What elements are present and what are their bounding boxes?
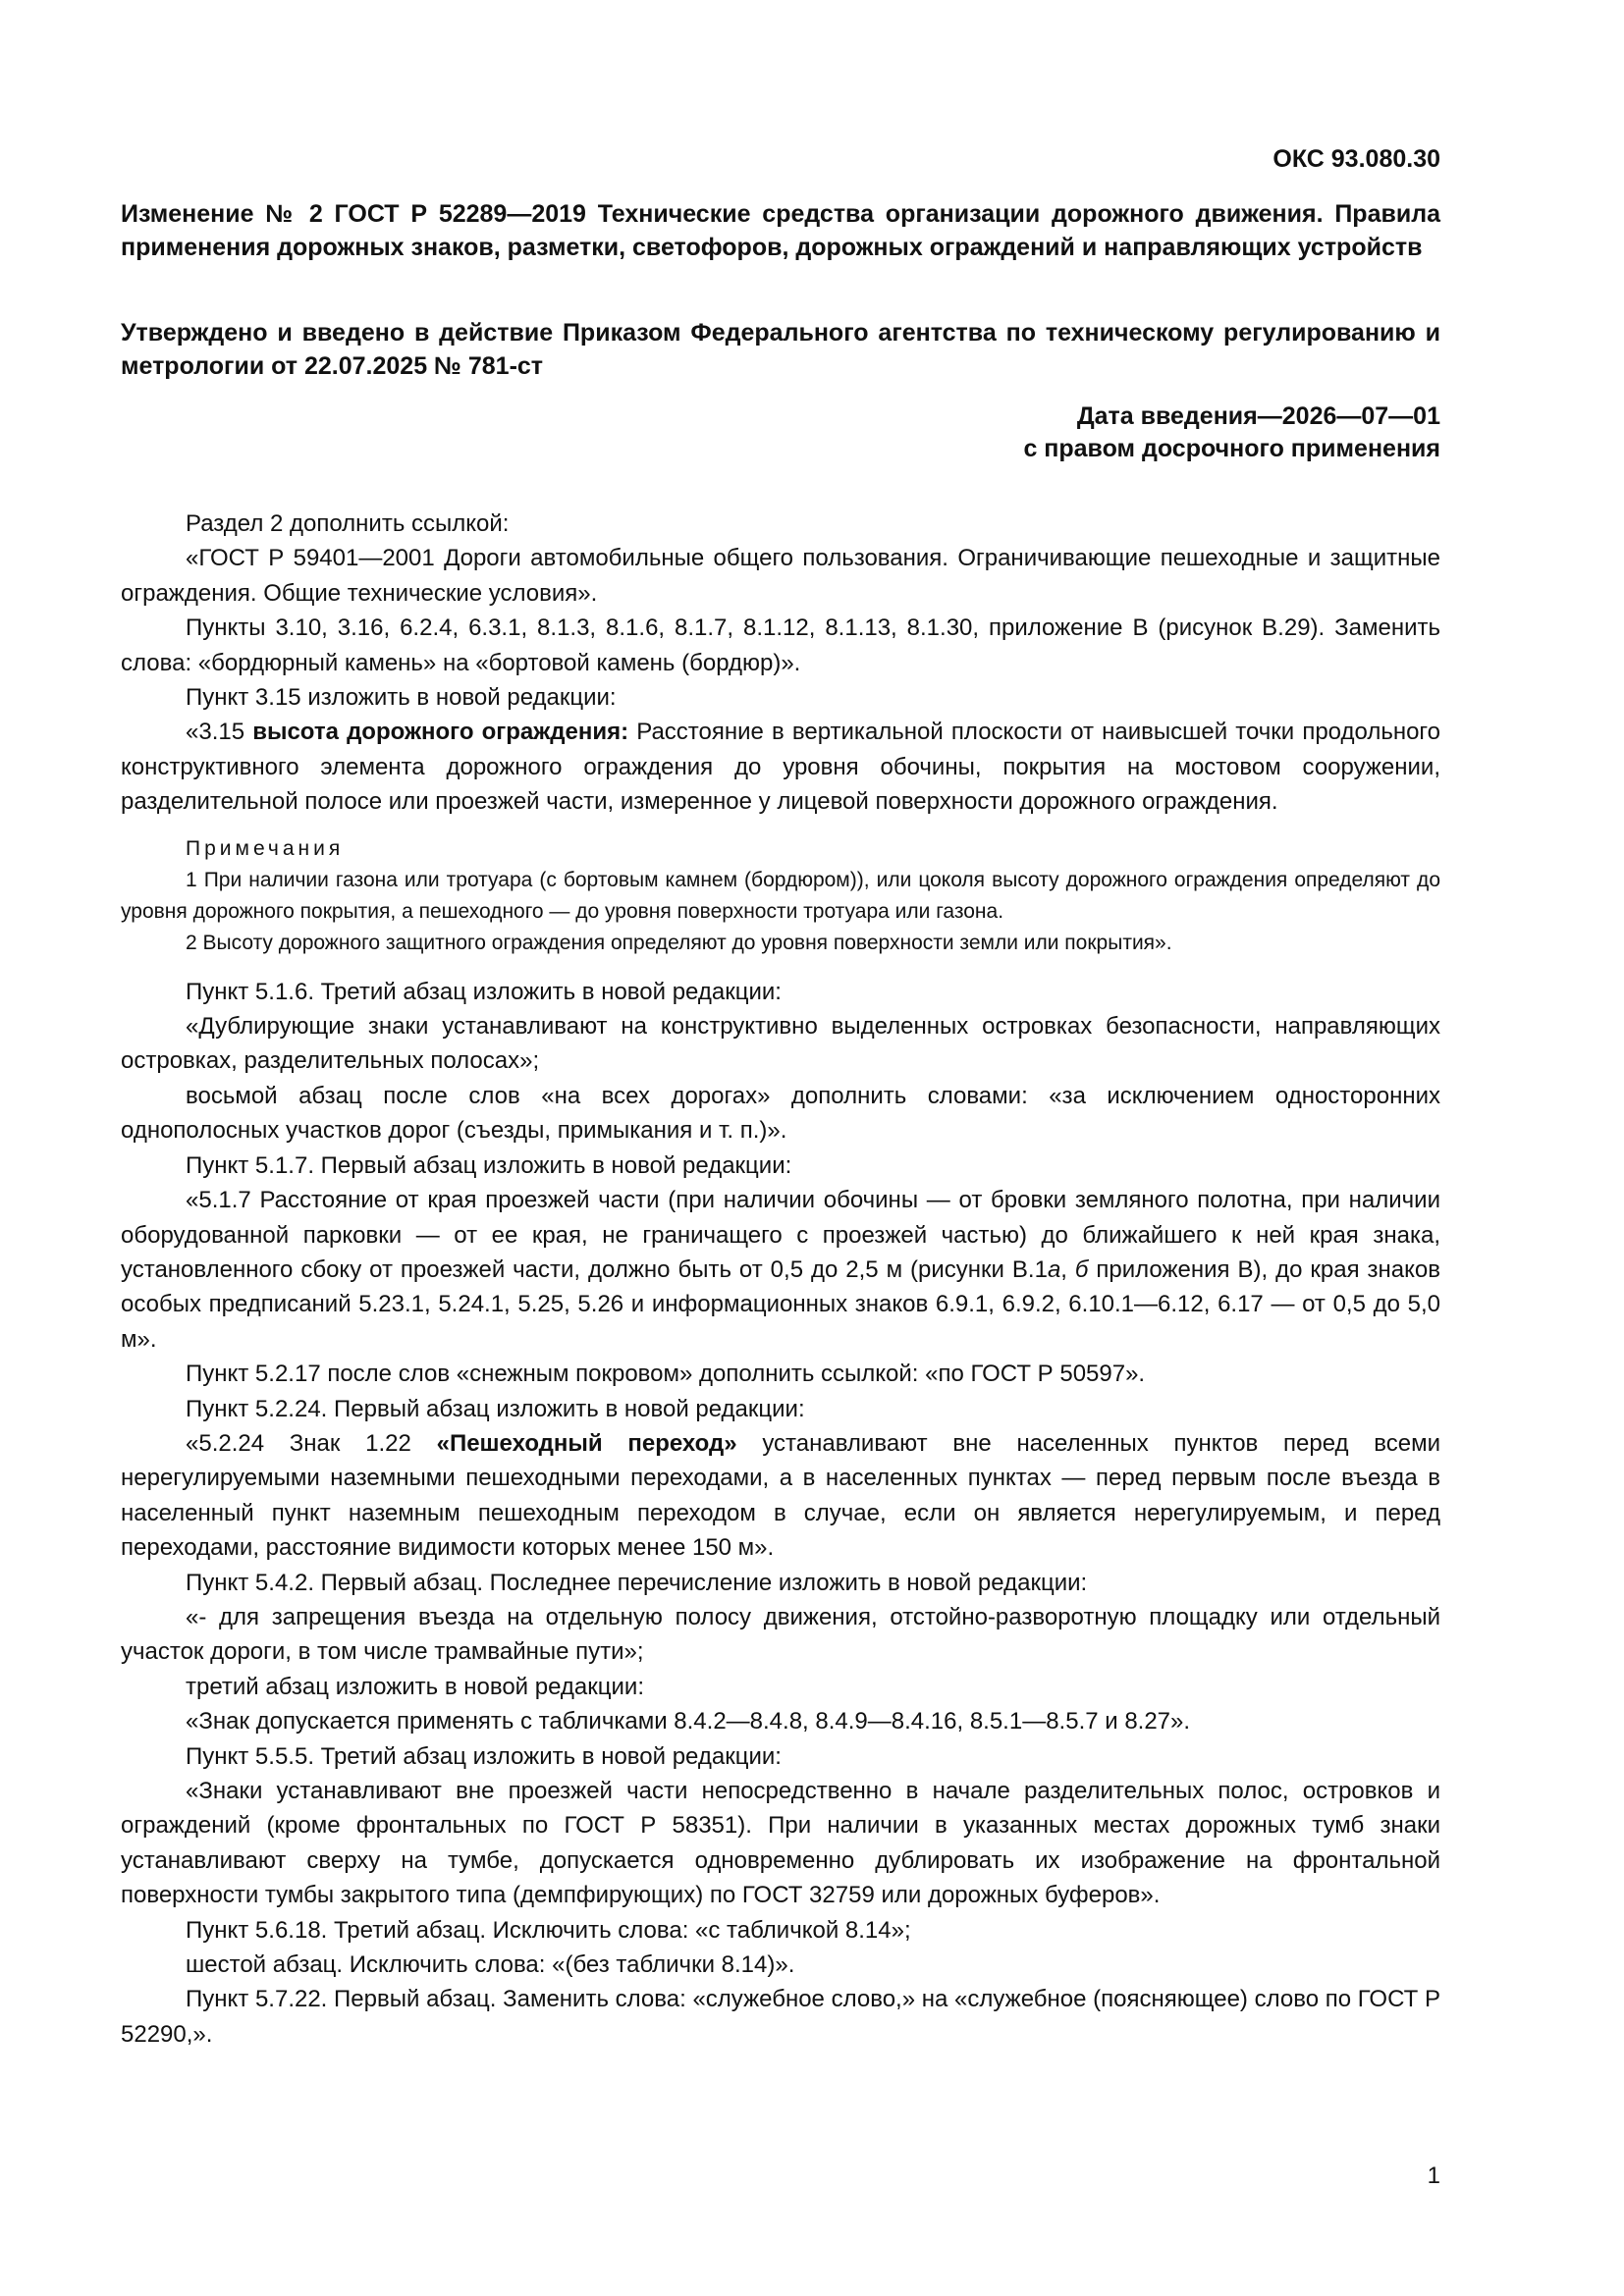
note-paragraph xyxy=(121,865,1440,928)
text-segment: , xyxy=(1060,1255,1075,1283)
note-paragraph xyxy=(121,975,1440,1009)
text-segment: Пункт 5.4.2. Первый абзац. Последнее перечисление изложить в новой редакции: xyxy=(186,1569,1088,1596)
text-segment: Пункт 5.1.6. Третий абзац изложить в новой редакции: xyxy=(186,978,782,1005)
paragraph xyxy=(121,1948,1440,1982)
paragraph xyxy=(121,1600,1440,1670)
paragraph xyxy=(121,1009,1440,1079)
text-segment: «Дублирующие знаки устанавливают на конструктивно выделенных островках безопасности, направляющих островках, разделительных полосах»; xyxy=(121,1013,1440,1075)
text-segment: 2 Высоту дорожного защитного ограждения определяют до уровня поверхности земли или покрытия». xyxy=(186,931,1172,954)
text-segment: «5.1.7 Расстояние от края проезжей части (при наличии обочины — от бровки земляного полотна, при наличии оборудованной парковки — от ее края, не граничащего с проезжей частью) до ближайшего к ней края знака, установленного сбоку от проезжей части, должно быть от 0,5 до 2,5 м (рисунки В.1 xyxy=(121,1187,1440,1283)
italic-text: а xyxy=(1047,1255,1061,1283)
text-segment: Пункт 5.5.5. Третий абзац изложить в новой редакции: xyxy=(186,1742,782,1770)
effective-date: Дата введения—2026—07—01 xyxy=(1076,402,1440,430)
italic-text: б xyxy=(1074,1255,1089,1283)
text-segment: «Знаки устанавливают вне проезжей части непосредственно в начале разделительных полос, островков и ограждений (кроме фронтальных по ГОСТ Р 58351). При наличии в указанных местах дорожных тумб знаки устанавливают сверху на тумбе, допускается одновременно дублировать их изображение на фронтальной поверхности тумбы закрытого типа (демпфирующих) по ГОСТ 32759 или дорожных буферов». xyxy=(121,1778,1440,1909)
text-segment: Пункт 5.2.24. Первый абзац изложить в новой редакции: xyxy=(186,1395,805,1422)
paragraph xyxy=(121,1670,1440,1704)
text-segment: 1 При наличии газона или тротуара (с бортовым камнем (бордюром)), или цоколя высоту дорожного ограждения определяют до уровня дорожного покрытия, а пешеходного — до уровня поверхности тротуара или газона. xyxy=(121,868,1440,923)
text-segment: Пункты 3.10, 3.16, 6.2.4, 6.3.1, 8.1.3, 8.1.6, 8.1.7, 8.1.12, 8.1.13, 8.1.30, приложение В (рисунок В.29). Заменить слова: «бордюрный камень» на «бортовой камень (бордюр)». xyxy=(121,614,1440,676)
page-number: 1 xyxy=(1427,2163,1440,2189)
text-segment: Раздел 2 дополнить ссылкой: xyxy=(186,510,510,537)
text-segment: «3.15 xyxy=(186,719,253,746)
text-segment: Пункт 5.7.22. Первый абзац. Заменить слова: «служебное слово,» на «служебное (поясняющее) слово по ГОСТ Р 52290,». xyxy=(121,1986,1440,2048)
bold-text: «Пешеходный переход» xyxy=(436,1429,737,1457)
approval-statement: Утверждено и введено в действие Приказом Федерального агентства по техническому регулированию и метрологии от 22.07.2025 № 781-ст xyxy=(121,319,1440,380)
paragraph xyxy=(121,1079,1440,1148)
text-segment: третий абзац изложить в новой редакции: xyxy=(186,1673,644,1700)
paragraph xyxy=(121,1704,1440,1738)
effective-date-block xyxy=(1023,400,1440,465)
text-segment: шестой абзац. Исключить слова: «(без таблички 8.14)». xyxy=(186,1951,795,1979)
text-segment: «ГОСТ Р 59401—2001 Дороги автомобильные общего пользования. Ограничивающие пешеходные и защитные ограждения. Общие технические условия». xyxy=(121,545,1440,607)
paragraph xyxy=(121,715,1440,819)
text-segment: Примечания xyxy=(186,836,345,860)
paragraph xyxy=(121,1774,1440,1913)
paragraph xyxy=(121,507,1440,541)
early-application-note: с правом досрочного применения xyxy=(1023,435,1440,462)
document-body xyxy=(121,507,1440,2052)
classification-code: ОКС 93.080.30 xyxy=(1272,145,1440,173)
text-segment: «5.2.24 Знак 1.22 xyxy=(186,1429,437,1457)
paragraph xyxy=(121,1148,1440,1183)
text-segment: Пункт 3.15 изложить в новой редакции: xyxy=(186,684,617,712)
paragraph xyxy=(121,1982,1440,2052)
paragraph xyxy=(121,1357,1440,1391)
text-segment: Расстояние в вертикальной плоскости от наивысшей точки продольного конструктивного элемента дорожного ограждения до уровня обочины, покрытия на мостовом сооружении, разделительной полосе или проезжей части, измеренное у лицевой поверхности дорожного ограждения. xyxy=(121,719,1441,816)
note-paragraph xyxy=(121,928,1440,959)
text-segment: восьмой абзац после слов «на всех дорогах» дополнить словами: «за исключением односторонних однополосных участков дорог (съезды, примыкания и т. п.)». xyxy=(121,1082,1440,1145)
paragraph xyxy=(121,1913,1440,1948)
text-segment: Пункт 5.2.17 после слов «снежным покровом» дополнить ссылкой: «по ГОСТ Р 50597». xyxy=(186,1361,1146,1388)
text-segment: устанавливают вне населенных пунктов перед всеми нерегулируемыми наземными пешеходными переходами, а в населенных пунктах — перед первым после въезда в населенный пункт наземным пешеходным переходом в случае, если он является нерегулируемым, и перед переходами, расстояние видимости которых менее 150 м». xyxy=(121,1429,1441,1562)
paragraph xyxy=(121,1739,1440,1774)
text-segment: Пункт 5.1.7. Первый абзац изложить в новой редакции: xyxy=(186,1151,792,1179)
paragraph xyxy=(121,611,1440,680)
text-segment: Пункт 5.6.18. Третий абзац. Исключить слова: «с табличкой 8.14»; xyxy=(186,1916,911,1944)
paragraph xyxy=(121,1426,1440,1566)
bold-text: высота дорожного ограждения: xyxy=(252,719,629,746)
paragraph xyxy=(121,541,1440,611)
paragraph xyxy=(121,680,1440,715)
paragraph xyxy=(121,1566,1440,1600)
paragraph xyxy=(121,1183,1440,1357)
note-paragraph xyxy=(121,833,1440,865)
text-segment: «Знак допускается применять с табличками 8.4.2—8.4.8, 8.4.9—8.4.16, 8.5.1—8.5.7 и 8.27». xyxy=(186,1708,1191,1735)
text-segment: приложения В), до края знаков особых предписаний 5.23.1, 5.24.1, 5.25, 5.26 и информационных знаков 6.9.1, 6.9.2, 6.10.1—6.12, 6.17 — от 0,5 до 5,0 м». xyxy=(121,1255,1441,1353)
text-segment: «- для запрещения въезда на отдельную полосу движения, отстойно-разворотную площадку или отдельный участок дороги, в том числе трамвайные пути»; xyxy=(121,1603,1440,1666)
paragraph xyxy=(121,1392,1440,1426)
document-title: Изменение № 2 ГОСТ Р 52289—2019 Технические средства организации дорожного движения. Правила применения дорожных знаков, разметки, светофоров, дорожных ограждений и направляющих устройств xyxy=(121,200,1440,261)
